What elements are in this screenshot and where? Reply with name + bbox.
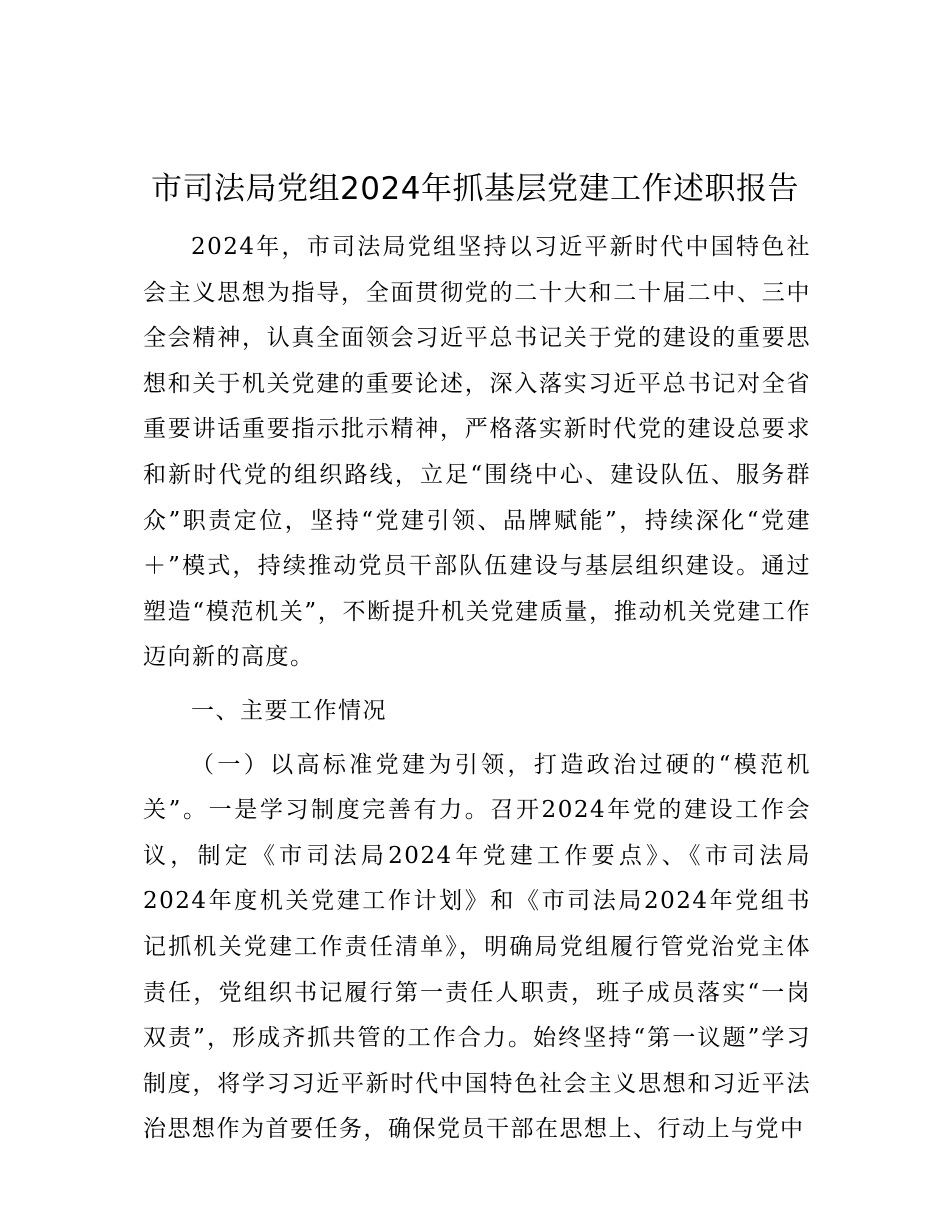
paragraph-section-1: （一）以高标准党建为引领，打造政治过硬的“模范机关”。一是学习制度完善有力。召开2024年党的建设工作会议，制定《市司法局2024年党建工作要点》、《市司法局2024年度机关党建工作计划》和《市司法局2024年党组书记抓机关党建工作责任清单》，明确局党组履行管党治党主体责任，党组织书记履行第一责任人职责，班子成员落实“一岗双责”，形成齐抓共管的工作合力。始终坚持“第一议题”学习制度，将学习习近平新时代中国特色社会主义思想和习近平法治思想作为首要任务，确保党员干部在思想上、行动上与党中 (143, 751, 811, 1143)
paragraph-intro: 2024年，市司法局党组坚持以习近平新时代中国特色社会主义思想为指导，全面贯彻党的二十大和二十届二中、三中全会精神，认真全面领会习近平总书记关于党的建设的重要思想和关于机关党建的重要论述，深入落实习近平总书记对全省重要讲话重要指示批示精神，严格落实新时代党的建设总要求和新时代党的组织路线，立足“围绕中心、建设队伍、服务群众”职责定位，坚持“党建引领、品牌赋能”，持续深化“党建＋”模式，持续推动党员干部队伍建设与基层组织建设。通过塑造“模范机关”，不断提升机关党建质量，推动机关党建工作迈向新的高度。 (143, 234, 811, 671)
document-body (143, 225, 811, 1153)
document-title: 市司法局党组2024年抓基层党建工作述职报告 (151, 171, 799, 207)
section-heading: 一、主要工作情况 (191, 697, 387, 724)
